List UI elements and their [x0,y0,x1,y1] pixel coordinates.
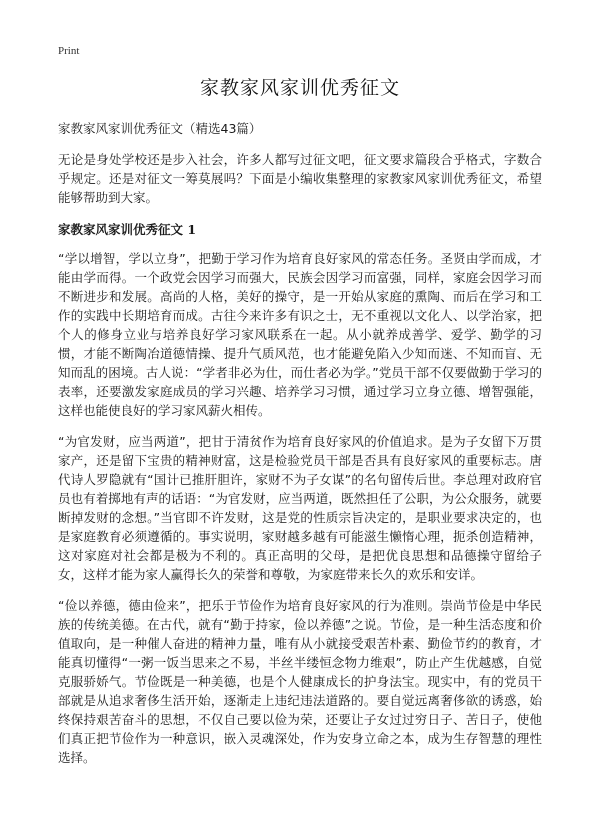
body-paragraph-1: “学以增智，学以立身”，把勤于学习作为培育良好家风的常态任务。圣贤由学而成，才能由学而得。一个政党会因学习而强大，民族会因学习而富强，同样，家庭会因学习而不断进步和发展。高尚的人格，美好的操守，是一开始从家庭的熏陶、而后在学习和工作的实践中长期培育而成。古往今来许多有识之士，无不重视以文化人、以学治家，把个人的修身立业与培养良好学习家风联系在一起。从小就养成善学、爱学、勤学的习惯，才能不断陶冶道德情操、提升气质风范，也才能避免陷入少知而迷、不知而盲、无知而乱的困境。古人说：“学者非必为仕，而仕者必为学。”党员干部不仅要做勤于学习的表率，还要激发家庭成员的学习兴趣、培养学习习惯，通过学习立身立德、增智强能，这样也能使良好的学习家风薪火相传。 [58,251,542,418]
body-paragraph-3: “俭以养德，德由俭来”，把乐于节俭作为培育良好家风的行为准则。崇尚节俭是中华民族的传统美德。在古代，就有“勤于持家，俭以养德”之说。节俭，是一种生活态度和价值取向，是一种催人奋进的精神力量，唯有从小就接受艰苦朴素、勤俭节约的教育，才能真切懂得“一粥一饭当思来之不易，半丝半缕恒念物力维艰”，防止产生优越感，自觉克服骄娇气。节俭既是一种美德，也是个人健康成长的护身法宝。现实中，有的党员干部就是从追求奢侈生活开始，逐渐走上违纪违法道路的。要自觉远离奢侈欲的诱惑，始终保持艰苦奋斗的思想，不仅自己要以俭为荣，还要让子女过过穷日子、苦日子，使他们真正把节俭作为一种意识，嵌入灵魂深处，作为安身立命之本，成为生存智慧的理性选择。 [58,598,542,765]
page-title: 家教家风家训优秀征文 [199,77,400,99]
body-paragraph-2: “为官发财，应当两道”，把甘于清贫作为培育良好家风的价值追求。是为子女留下万贯家产，还是留下宝贵的精神财富，这是检验党员干部是否具有良好家风的重要标志。唐代诗人罗隐就有“国计已推肝胆许，家财不为子女谋”的名句留传后世。李总理对政府官员也有着掷地有声的话语：“为官发财，应当两道，既然担任了公职，为公众服务，就要断掉发财的念想。”当官即不许发财，这是党的性质宗旨决定的，是职业要求决定的，也是家庭教育必须遵循的。事实说明，家财越多越有可能滋生懒惰心理，扼杀创造精神，这对家庭对社会都是极为不利的。真正高明的父母，是把优良思想和品德操守留给子女，这样才能为家人赢得长久的荣誉和尊敬，为家庭带来长久的欢乐和安详。 [58,434,542,582]
document-subtitle: 家教家风家训优秀征文（精选43篇） [58,121,262,136]
print-label: Print [58,45,80,57]
section-heading: 家教家风家训优秀征文 1 [58,222,197,237]
intro-paragraph: 无论是身处学校还是步入社会，许多人都写过征文吧，征文要求篇段合乎格式，字数合乎规定。还是对征文一筹莫展吗？下面是小编收集整理的家教家风家训优秀征文，希望能够帮助到大家。 [58,152,542,205]
